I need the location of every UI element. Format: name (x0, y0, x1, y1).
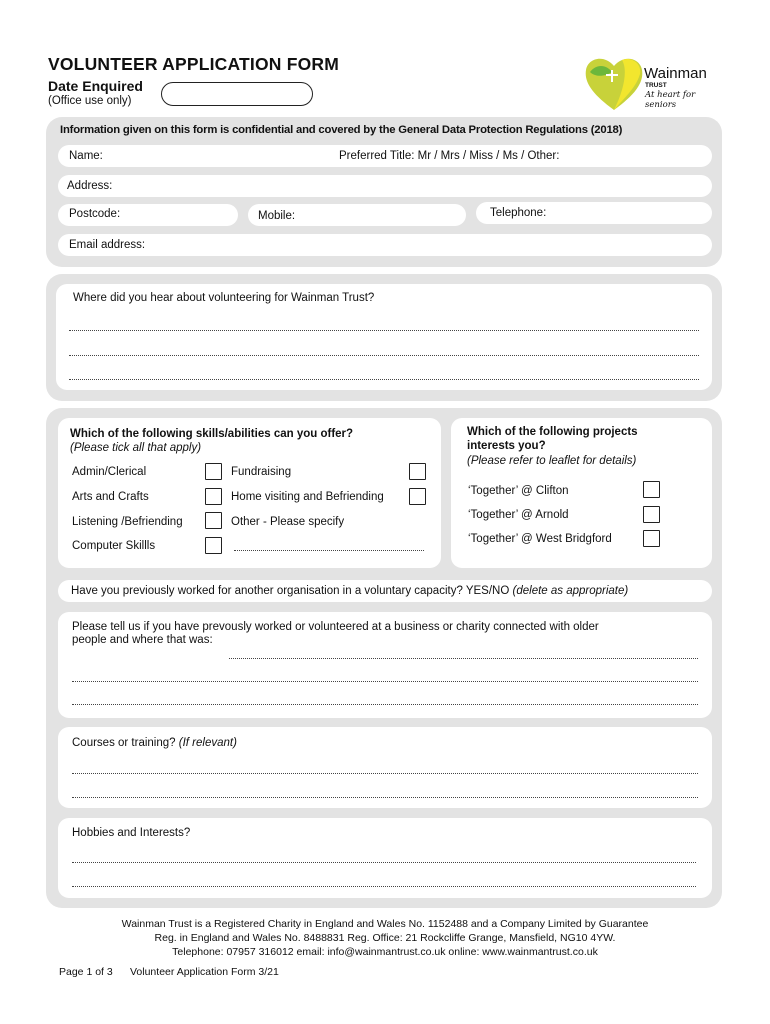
older-experience-line1: Please tell us if you have prevously worked or volunteered at a business or charity connected with older (72, 621, 599, 633)
older-line-3 (72, 704, 698, 705)
skill-other-label: Other - Please specify (231, 516, 345, 528)
skill-computer-checkbox[interactable] (205, 537, 222, 554)
project-arnold-checkbox[interactable] (643, 506, 660, 523)
older-line-1 (229, 658, 698, 659)
skill-admin-label: Admin/Clerical (72, 466, 147, 478)
skills-hint: (Please tick all that apply) (70, 442, 202, 454)
logo-name: Wainman (644, 65, 707, 82)
skill-fundraising-checkbox[interactable] (409, 463, 426, 480)
project-clifton-checkbox[interactable] (643, 481, 660, 498)
older-experience-line2: people and where that was: (72, 634, 213, 646)
wainman-trust-logo (584, 54, 716, 112)
preferred-title-label: Preferred Title: Mr / Mrs / Miss / Ms / Other: (339, 150, 560, 162)
mobile-label: Mobile: (258, 210, 296, 222)
logo-sub: TRUST (645, 82, 667, 89)
skills-heading: Which of the following skills/abilities can you offer? (70, 428, 354, 440)
logo-tagline: At heart for seniors (645, 90, 696, 110)
courses-line-2 (72, 797, 698, 798)
skill-computer-label: Computer Skillls (72, 540, 156, 552)
hear-line-3 (69, 379, 699, 380)
telephone-label: Telephone: (490, 207, 547, 219)
form-reference: Volunteer Application Form 3/21 (130, 966, 279, 978)
project-arnold-label: ‘Together’ @ Arnold (468, 509, 569, 521)
postcode-label: Postcode: (69, 208, 121, 220)
footer-registration-line: Reg. in England and Wales No. 8488831 Reg. Office: 21 Rockcliffe Grange, Mansfield, NG10 4YW. (154, 932, 616, 944)
courses-label: Courses or training? (72, 737, 176, 749)
hear-line-2 (69, 355, 699, 356)
project-west-bridgford-checkbox[interactable] (643, 530, 660, 547)
hobbies-line-1 (72, 862, 696, 863)
projects-hint: (Please refer to leaflet for details) (467, 455, 637, 467)
footer-charity-line: Wainman Trust is a Registered Charity in England and Wales No. 1152488 and a Company Limited by Guarantee (121, 918, 649, 930)
older-line-2 (72, 681, 698, 682)
hobbies-label: Hobbies and Interests? (72, 827, 191, 839)
courses-question (72, 737, 237, 749)
office-use-note: (Office use only) (48, 95, 132, 107)
skill-other-specify-line[interactable] (234, 550, 424, 551)
skill-home-visiting-checkbox[interactable] (409, 488, 426, 505)
hear-question: Where did you hear about volunteering for Wainman Trust? (73, 292, 375, 304)
hear-line-1 (69, 330, 699, 331)
footer-contact-line: Telephone: 07957 316012 email: info@wainmantrust.co.uk online: www.wainmantrust.co.uk (172, 946, 598, 958)
skill-admin-checkbox[interactable] (205, 463, 222, 480)
skill-arts-label: Arts and Crafts (72, 491, 149, 503)
email-field[interactable] (58, 234, 712, 256)
date-enquired-label: Date Enquired (48, 78, 143, 94)
previous-voluntary-question (71, 585, 628, 597)
form-title: VOLUNTEER APPLICATION FORM (48, 54, 340, 74)
date-enquired-field[interactable] (161, 82, 313, 106)
courses-line-1 (72, 773, 698, 774)
project-clifton-label: ‘Together’ @ Clifton (468, 485, 569, 497)
hobbies-line-2 (72, 886, 696, 887)
address-field[interactable] (58, 175, 712, 197)
confidential-notice: Information given on this form is confidential and covered by the General Data Protection Regulations (2018) (60, 124, 623, 136)
skill-fundraising-label: Fundraising (231, 466, 292, 478)
address-label: Address: (67, 180, 113, 192)
projects-heading-2: interests you? (467, 440, 546, 452)
courses-note: (If relevant) (178, 737, 237, 749)
previous-voluntary-text: Have you previously worked for another organisation in a voluntary capacity? YES/NO (71, 585, 510, 597)
page-number: Page 1 of 3 (59, 966, 113, 978)
skill-arts-checkbox[interactable] (205, 488, 222, 505)
previous-voluntary-note: (delete as appropriate) (512, 585, 629, 597)
skill-listening-label: Listening /Befriending (72, 516, 183, 528)
project-west-bridgford-label: ‘Together’ @ West Bridgford (468, 533, 612, 545)
skill-home-visiting-label: Home visiting and Befriending (231, 491, 384, 503)
projects-heading-1: Which of the following projects (467, 426, 638, 438)
heart-logo-icon (584, 54, 644, 112)
skill-listening-checkbox[interactable] (205, 512, 222, 529)
email-label: Email address: (69, 239, 146, 251)
name-label: Name: (69, 150, 103, 162)
